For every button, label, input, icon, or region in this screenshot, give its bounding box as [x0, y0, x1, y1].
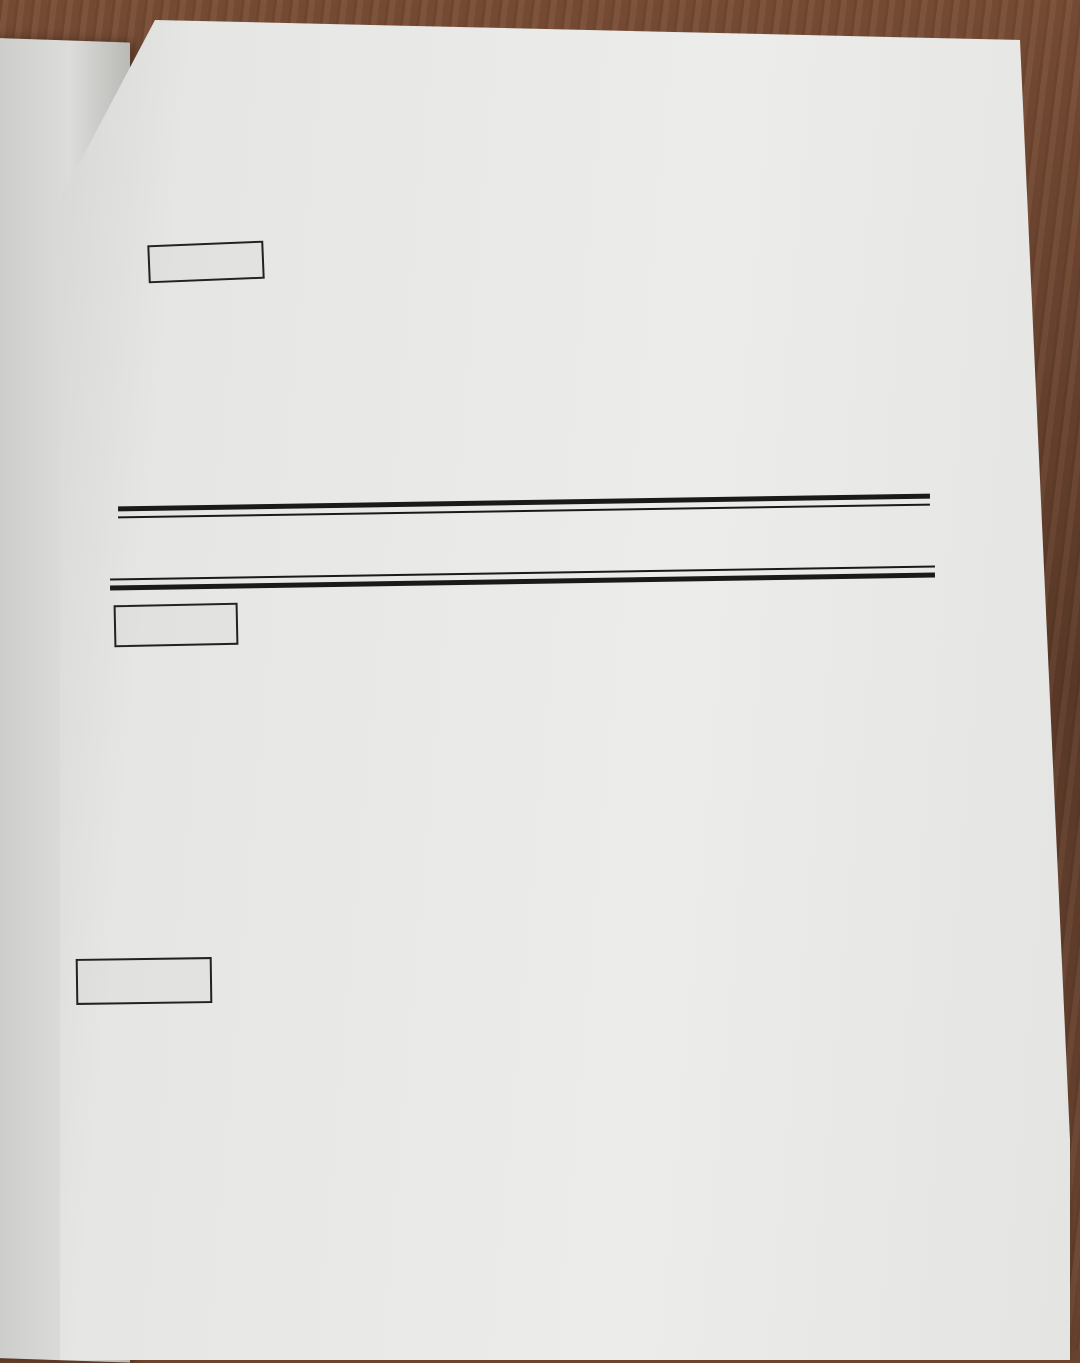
- divider-rule: [110, 573, 935, 591]
- divider-rule: [118, 494, 930, 512]
- chapter-2-section: [68, 1013, 988, 1023]
- chapter-1-box: [114, 603, 239, 648]
- toc-top-section: [195, 96, 894, 128]
- chapter-2-box: [76, 957, 213, 1005]
- chapter-21-box: [147, 241, 264, 284]
